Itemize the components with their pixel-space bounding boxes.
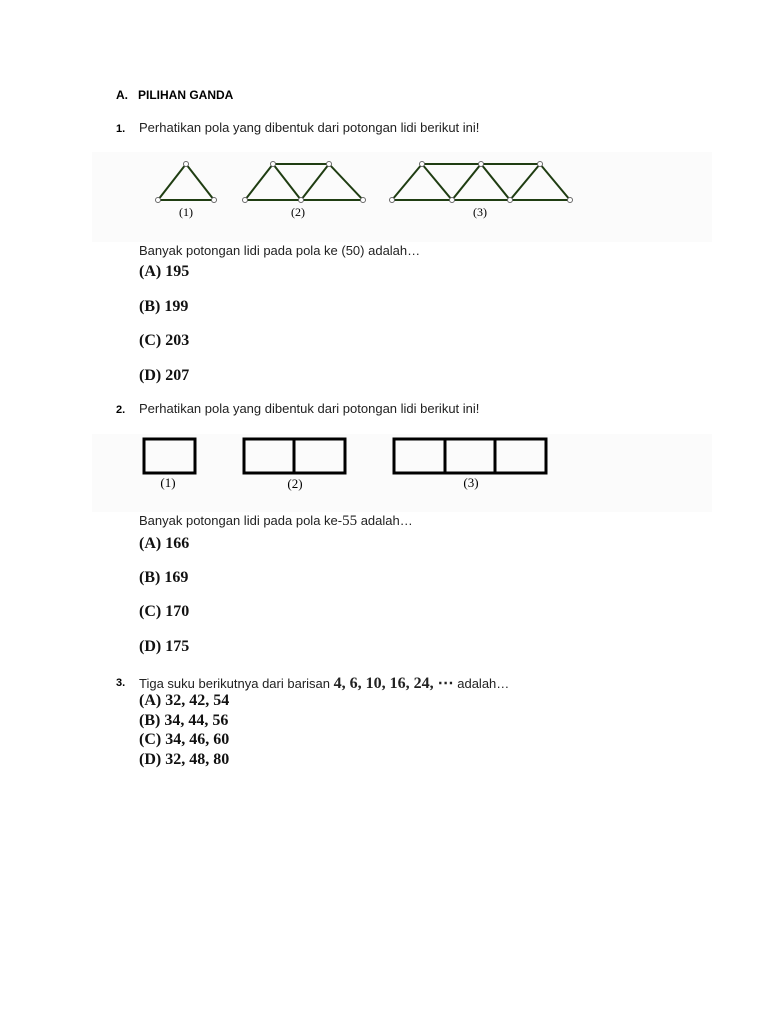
question-1-text: Banyak potongan lidi pada pola ke (50) adalah… xyxy=(139,243,421,258)
question-2-option-b: (B) 169 xyxy=(139,569,189,586)
question-1-option-c: (C) 203 xyxy=(139,332,190,349)
question-2-option-a: (A) 166 xyxy=(139,535,190,552)
question-2-text xyxy=(139,513,413,530)
figure-1-label-3: (3) xyxy=(473,205,487,219)
square-pattern-2 xyxy=(244,439,345,473)
square-pattern-3 xyxy=(394,439,546,473)
square-pattern-1 xyxy=(144,439,195,473)
triangle-pattern-3 xyxy=(392,164,570,200)
question-3-option-a: (A) 32, 42, 54 xyxy=(139,692,230,709)
question-3-sequence: 4, 6, 10, 16, 24, ⋯ xyxy=(333,675,454,692)
question-1-option-a: (A) 195 xyxy=(139,263,190,280)
question-3-option-d: (D) 32, 48, 80 xyxy=(139,751,230,768)
triangle-pattern-2 xyxy=(245,164,363,200)
figure-1-label-2: (2) xyxy=(291,205,305,219)
triangle-pattern-1 xyxy=(158,164,214,200)
question-2-text-prefix: Banyak potongan lidi pada pola ke- xyxy=(139,513,343,528)
section-letter: A. xyxy=(116,88,128,102)
figure-2-label-3: (3) xyxy=(463,475,479,490)
question-3-text-suffix: adalah… xyxy=(453,676,510,691)
question-2-option-c: (C) 170 xyxy=(139,603,190,620)
question-3-number: 3. xyxy=(116,677,126,689)
question-3-option-b: (B) 34, 44, 56 xyxy=(139,712,229,729)
joint-dots xyxy=(156,162,573,203)
question-1-number: 1. xyxy=(116,123,126,135)
question-2-text-suffix: adalah… xyxy=(357,513,413,528)
figure-2-label-1: (1) xyxy=(160,475,176,490)
question-2-pattern-number: 55 xyxy=(342,513,358,529)
question-1-option-d: (D) 207 xyxy=(139,367,190,384)
question-2-option-d: (D) 175 xyxy=(139,638,190,655)
question-2-number: 2. xyxy=(116,404,126,416)
section-heading xyxy=(116,88,233,102)
question-3-text xyxy=(139,673,509,693)
question-3-option-c: (C) 34, 46, 60 xyxy=(139,731,230,748)
triangle-pattern-svg xyxy=(92,152,712,242)
figure-2-label-2: (2) xyxy=(287,476,303,491)
section-title: PILIHAN GANDA xyxy=(138,88,234,102)
question-1-prompt: Perhatikan pola yang dibentuk dari potongan lidi berikut ini! xyxy=(139,120,480,135)
square-pattern-svg xyxy=(92,434,712,512)
question-2-prompt: Perhatikan pola yang dibentuk dari potongan lidi berikut ini! xyxy=(139,401,480,416)
square-pattern-figure xyxy=(92,434,712,512)
triangle-pattern-figure xyxy=(92,152,712,242)
figure-1-label-1: (1) xyxy=(179,205,193,219)
question-3-text-prefix: Tiga suku berikutnya dari barisan xyxy=(139,676,334,691)
question-1-option-b: (B) 199 xyxy=(139,298,189,315)
